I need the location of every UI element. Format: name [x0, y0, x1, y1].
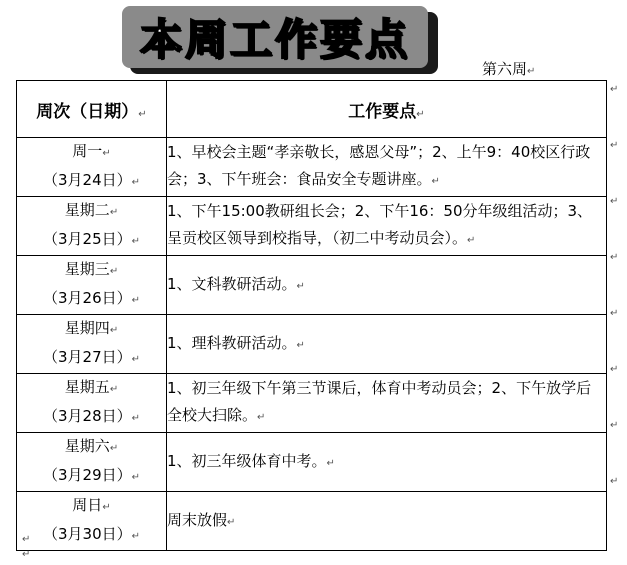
task-text: 1、下午15:00教研组长会；2、下午16：50分年级组活动；3、呈贡校区领导到校指导，（初二中考动员会）。: [167, 202, 593, 247]
day-date: （3月25日）: [42, 230, 132, 248]
paragraph-mark: ↵: [467, 235, 476, 246]
task-cell: [167, 374, 607, 433]
date-cell: [17, 197, 167, 256]
day-name: 周日: [72, 496, 103, 514]
task-text: 1、文科教研活动。: [167, 274, 297, 293]
table-header-row: [17, 81, 607, 138]
row-end-mark: ↵: [610, 308, 619, 319]
row-end-mark: ↵: [610, 252, 619, 263]
header-date-cell: [17, 81, 167, 138]
title-banner: [122, 2, 440, 78]
task-text: 1、初三年级体育中考。: [167, 451, 327, 470]
table-row: [17, 374, 607, 433]
table-row: [17, 315, 607, 374]
table-row: [17, 138, 607, 197]
day-name: 周一: [72, 142, 103, 160]
task-text: 1、早校会主题“孝亲敬长，感恩父母”；2、上午9：40校区行政会；3、下午班会：食品安全专题讲座。: [167, 143, 591, 188]
date-cell: [17, 315, 167, 374]
day-date: （3月27日）: [42, 348, 132, 366]
task-text: 1、初三年级下午第三节课后，体育中考动员会；2、下午放学后全校大扫除。: [167, 379, 592, 424]
paragraph-mark: ↵: [131, 354, 141, 365]
task-cell: [167, 492, 607, 551]
paragraph-mark: ↵: [109, 266, 119, 277]
day-date: （3月30日）: [42, 525, 132, 543]
paragraph-mark: ↵: [131, 531, 141, 542]
paragraph-mark: ↵: [296, 280, 305, 292]
table-row: [17, 492, 607, 551]
date-cell: [17, 256, 167, 315]
header-task-cell: [167, 81, 607, 138]
page-title: 本周工作要点: [139, 15, 410, 64]
table-row: [17, 433, 607, 492]
date-cell: [17, 374, 167, 433]
date-cell: [17, 433, 167, 492]
header-date-label: 周次（日期）: [36, 101, 139, 122]
week-label-text: 第六周: [482, 60, 528, 78]
paragraph-mark: ↵: [131, 236, 141, 247]
task-cell: [167, 197, 607, 256]
row-end-mark: ↵: [610, 196, 619, 207]
paragraph-mark: ↵: [326, 457, 335, 469]
row-end-mark: ↵: [610, 364, 619, 375]
paragraph-mark: ↵: [109, 443, 119, 454]
title-banner-plate: [122, 6, 428, 68]
day-name: 星期二: [64, 201, 110, 219]
day-date: （3月26日）: [42, 289, 132, 307]
paragraph-mark: ↵: [227, 516, 236, 528]
header-task-label: 工作要点: [348, 101, 417, 122]
day-name: 星期四: [64, 319, 110, 337]
paragraph-mark: ↵: [296, 339, 305, 351]
table-row: [17, 256, 607, 315]
paragraph-mark: ↵: [131, 177, 141, 188]
row-end-mark: ↵: [610, 84, 619, 95]
day-name: 星期三: [64, 260, 110, 278]
week-label: [482, 58, 535, 79]
row-end-mark: ↵: [610, 140, 619, 151]
row-end-mark: ↵: [610, 420, 619, 431]
paragraph-mark: ↵: [22, 549, 31, 560]
table-row: [17, 197, 607, 256]
paragraph-mark: ↵: [138, 108, 147, 120]
paragraph-mark: ↵: [527, 66, 536, 77]
day-name: 星期五: [64, 378, 110, 396]
row-end-mark: ↵: [610, 476, 619, 487]
day-date: （3月28日）: [42, 407, 132, 425]
task-cell: [167, 256, 607, 315]
task-cell: [167, 433, 607, 492]
paragraph-mark: ↵: [431, 176, 440, 187]
task-cell: [167, 138, 607, 197]
paragraph-mark: ↵: [131, 295, 141, 306]
task-text: 1、理科教研活动。: [167, 333, 297, 352]
date-cell: [17, 492, 167, 551]
paragraph-mark: ↵: [109, 207, 119, 218]
date-cell: [17, 138, 167, 197]
paragraph-mark: ↵: [109, 325, 119, 336]
paragraph-mark: ↵: [102, 502, 111, 513]
day-date: （3月24日）: [42, 171, 132, 189]
paragraph-mark: ↵: [102, 148, 111, 159]
paragraph-mark: ↵: [131, 472, 141, 483]
day-date: （3月29日）: [42, 466, 132, 484]
paragraph-mark: ↵: [416, 108, 425, 120]
day-name: 星期六: [64, 437, 110, 455]
task-text: 周末放假: [167, 510, 228, 529]
task-cell: [167, 315, 607, 374]
paragraph-mark: ↵: [22, 534, 31, 545]
schedule-table: [16, 80, 607, 551]
paragraph-mark: ↵: [131, 413, 141, 424]
paragraph-mark: ↵: [257, 412, 266, 423]
paragraph-mark: ↵: [109, 384, 119, 395]
